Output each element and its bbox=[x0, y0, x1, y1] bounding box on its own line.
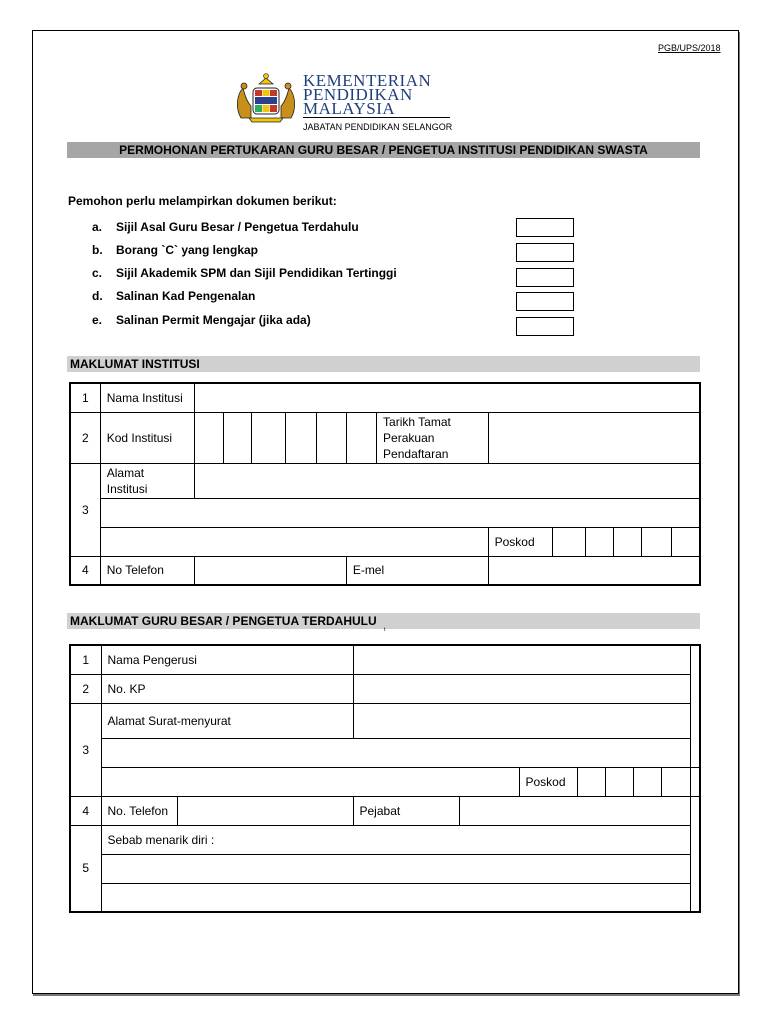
checkbox-document-a[interactable] bbox=[516, 218, 574, 237]
institution-name-label: Nama Institusi bbox=[100, 383, 194, 412]
address-line-2-field[interactable] bbox=[100, 498, 700, 527]
postcode-digit-field[interactable] bbox=[613, 527, 641, 556]
table-row bbox=[70, 738, 700, 767]
table-row bbox=[70, 412, 700, 463]
document-letter: a. bbox=[92, 220, 103, 234]
row-number: 3 bbox=[70, 703, 101, 796]
withdrawal-reason-label: Sebab menarik diri : bbox=[101, 825, 690, 854]
checkbox-document-d[interactable] bbox=[516, 292, 574, 311]
checkbox-document-b[interactable] bbox=[516, 243, 574, 262]
row-number: 4 bbox=[70, 556, 100, 585]
table-row bbox=[70, 498, 700, 527]
reference-code: PGB/UPS/2018 bbox=[658, 43, 721, 53]
postcode-digit-field[interactable] bbox=[553, 527, 585, 556]
mailing-address-line-1-field[interactable] bbox=[353, 703, 690, 738]
code-digit-field[interactable] bbox=[316, 412, 346, 463]
institution-table bbox=[69, 382, 701, 586]
postcode-label: Poskod bbox=[519, 767, 577, 796]
row-number: 2 bbox=[70, 412, 100, 463]
withdrawal-reason-line-1-field[interactable] bbox=[101, 854, 690, 883]
institution-address-label: Alamat Institusi bbox=[100, 463, 194, 498]
address-line-3-field[interactable] bbox=[100, 527, 488, 556]
document-label: Sijil Asal Guru Besar / Pengetua Terdahulu bbox=[116, 220, 359, 234]
document-item bbox=[92, 266, 492, 280]
department-name: JABATAN PENDIDIKAN SELANGOR bbox=[303, 122, 453, 132]
document-item bbox=[92, 313, 492, 327]
table-row bbox=[70, 645, 700, 674]
document-letter: b. bbox=[92, 243, 103, 257]
document-letter: e. bbox=[92, 313, 103, 327]
table-row bbox=[70, 463, 700, 498]
previous-head-section-heading: MAKLUMAT GURU BESAR / PENGETUA TERDAHULU bbox=[67, 613, 700, 629]
document-label: Salinan Kad Pengenalan bbox=[116, 289, 256, 303]
document-letter: c. bbox=[92, 266, 103, 280]
malaysia-coat-of-arms-icon bbox=[233, 72, 299, 124]
mailing-address-line-2-field[interactable] bbox=[101, 738, 690, 767]
stray-mark: t bbox=[384, 627, 386, 633]
row-number: 5 bbox=[70, 825, 101, 912]
table-row bbox=[70, 767, 700, 796]
postcode-digit-field[interactable] bbox=[672, 527, 700, 556]
row-number: 2 bbox=[70, 674, 101, 703]
code-digit-field[interactable] bbox=[251, 412, 285, 463]
postcode-digit-field[interactable] bbox=[661, 767, 690, 796]
phone-field[interactable] bbox=[177, 796, 353, 825]
registration-expiry-field[interactable] bbox=[488, 412, 700, 463]
code-digit-field[interactable] bbox=[223, 412, 251, 463]
row-number: 1 bbox=[70, 383, 100, 412]
mailing-address-label: Alamat Surat-menyurat bbox=[101, 703, 353, 738]
registration-expiry-label: Tarikh Tamat Perakuan Pendaftaran bbox=[377, 412, 489, 463]
document-item bbox=[92, 243, 492, 257]
table-row bbox=[70, 674, 700, 703]
postcode-digit-field[interactable] bbox=[690, 767, 700, 796]
table-row bbox=[70, 556, 700, 585]
document-label: Salinan Permit Mengajar (jika ada) bbox=[116, 313, 311, 327]
institution-phone-field[interactable] bbox=[194, 556, 346, 585]
code-digit-field[interactable] bbox=[194, 412, 223, 463]
ic-number-field[interactable] bbox=[353, 674, 690, 703]
phone-label: No. Telefon bbox=[101, 796, 177, 825]
row-number: 1 bbox=[70, 645, 101, 674]
postcode-digit-field[interactable] bbox=[633, 767, 661, 796]
institution-email-label: E-mel bbox=[346, 556, 488, 585]
document-item bbox=[92, 220, 492, 234]
form-title: PERMOHONAN PERTUKARAN GURU BESAR / PENGETUA INSTITUSI PENDIDIKAN SWASTA bbox=[67, 142, 700, 158]
table-row bbox=[70, 383, 700, 412]
institution-name-field[interactable] bbox=[194, 383, 700, 412]
document-item bbox=[92, 289, 492, 303]
previous-head-table bbox=[69, 644, 701, 913]
table-row bbox=[70, 527, 700, 556]
institution-email-field[interactable] bbox=[488, 556, 700, 585]
postcode-digit-field[interactable] bbox=[585, 527, 613, 556]
document-label: Sijil Akademik SPM dan Sijil Pendidikan Tertinggi bbox=[116, 266, 397, 280]
table-row bbox=[70, 854, 700, 883]
postcode-digit-field[interactable] bbox=[641, 527, 671, 556]
ministry-line-2: PENDIDIKAN bbox=[303, 85, 413, 104]
postcode-label: Poskod bbox=[488, 527, 553, 556]
ministry-logotype bbox=[303, 71, 432, 118]
table-row bbox=[70, 825, 700, 854]
chairman-name-field[interactable] bbox=[353, 645, 690, 674]
institution-code-label: Kod Institusi bbox=[100, 412, 194, 463]
document-label: Borang `C` yang lengkap bbox=[116, 243, 259, 257]
chairman-name-label: Nama Pengerusi bbox=[101, 645, 353, 674]
document-letter: d. bbox=[92, 289, 103, 303]
checkbox-document-c[interactable] bbox=[516, 268, 574, 287]
office-label: Pejabat bbox=[353, 796, 459, 825]
office-phone-field[interactable] bbox=[459, 796, 690, 825]
documents-intro: Pemohon perlu melampirkan dokumen berikut: bbox=[68, 194, 337, 208]
checkbox-document-e[interactable] bbox=[516, 317, 574, 336]
code-digit-field[interactable] bbox=[286, 412, 316, 463]
institution-phone-label: No Telefon bbox=[100, 556, 194, 585]
logotype-divider bbox=[303, 117, 450, 118]
table-row bbox=[70, 883, 700, 912]
withdrawal-reason-line-2-field[interactable] bbox=[101, 883, 690, 912]
row-number: 3 bbox=[70, 463, 100, 556]
postcode-digit-field[interactable] bbox=[577, 767, 605, 796]
mailing-address-line-3-field[interactable] bbox=[101, 767, 519, 796]
row-number: 4 bbox=[70, 796, 101, 825]
ic-number-label: No. KP bbox=[101, 674, 353, 703]
institution-section-heading: MAKLUMAT INSTITUSI bbox=[67, 356, 700, 372]
ministry-line-1: KEMENTERIAN bbox=[303, 71, 432, 90]
ministry-line-3: MALAYSIA bbox=[303, 99, 396, 118]
table-row bbox=[70, 703, 700, 738]
address-line-1-field[interactable] bbox=[194, 463, 700, 498]
table-row bbox=[70, 796, 700, 825]
postcode-digit-field[interactable] bbox=[605, 767, 633, 796]
code-digit-field[interactable] bbox=[346, 412, 376, 463]
